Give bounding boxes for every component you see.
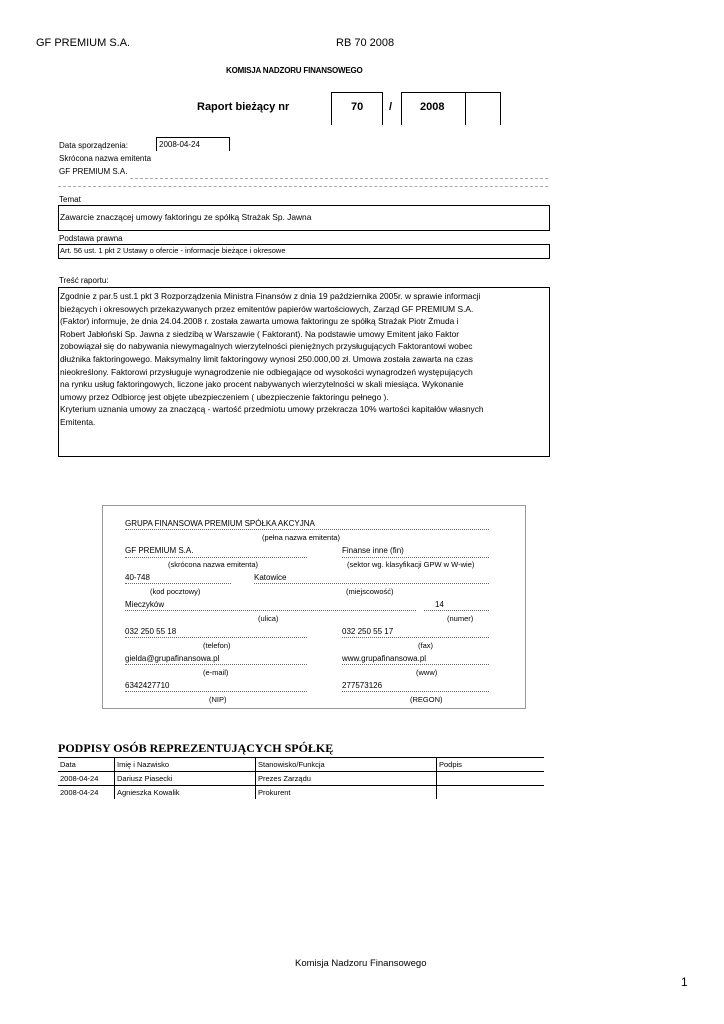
issuer-nip: 6342427710 — [125, 681, 170, 690]
issuer-phone: 032 250 55 18 — [125, 627, 177, 636]
content-line: umowy przez Odbiorcę jest objęte ubezpieczeniem ( ubezpieczenie faktoringu pełnego ). — [60, 391, 389, 402]
rule — [342, 691, 489, 692]
issuer-sector: Finanse inne (fin) — [342, 546, 404, 555]
short-name-line — [130, 178, 548, 179]
issuer-phone-caption: (telefon) — [203, 641, 231, 650]
issuer-short-name: GF PREMIUM S.A. — [125, 546, 194, 555]
report-title-label: Raport bieżący nr — [197, 101, 290, 113]
row-position: Prokurent — [256, 786, 437, 800]
row-date: 2008-04-24 — [58, 772, 115, 786]
content-body — [60, 290, 548, 429]
row-signature — [437, 786, 545, 800]
content-line: Kryterium uznania umowy za znaczącą - wartość przedmiotu umowy przekracza 10% wartości kapitałów własnych — [60, 404, 484, 415]
rule — [342, 557, 489, 558]
report-slash: / — [389, 101, 393, 113]
authority-title: KOMISJA NADZORU FINANSOWEGO — [226, 66, 363, 75]
report-number: 70 — [351, 101, 364, 113]
issuer-postal-code: 40-748 — [125, 573, 150, 582]
row-name: Dariusz Piasecki — [115, 772, 256, 786]
footer-authority: Komisja Nadzoru Finansowego — [295, 958, 427, 969]
rule — [125, 664, 307, 665]
header-company: GF PREMIUM S.A. — [36, 37, 131, 49]
col-name: Imię i Nazwisko — [115, 758, 256, 772]
legal-basis-label: Podstawa prawna — [59, 234, 123, 243]
row-date: 2008-04-24 — [58, 786, 115, 800]
content-line: dłużnika faktoringowego. Maksymalny limit faktoringowy wynosi 250.000,00 zł. Umowa została zawarta na czas — [60, 353, 473, 364]
row-position: Prezes Zarządu — [256, 772, 437, 786]
short-name-label: Skrócona nazwa emitenta — [59, 154, 152, 163]
table-header-row — [58, 758, 544, 772]
table-row — [58, 786, 544, 800]
report-extra-box — [464, 92, 501, 125]
col-position: Stanowisko/Funkcja — [256, 758, 437, 772]
issuer-city: Katowice — [254, 573, 287, 582]
page-number: 1 — [681, 975, 688, 989]
report-year: 2008 — [420, 101, 445, 113]
issuer-regon-caption: (REGON) — [410, 695, 443, 704]
issuer-www: www.grupafinansowa.pl — [342, 654, 427, 663]
issuer-street: Mieczyków — [125, 600, 165, 609]
signatures-heading: PODPISY OSÓB REPREZENTUJĄCYCH SPÓŁKĘ — [58, 741, 334, 755]
section-divider — [58, 186, 548, 187]
header-report-ref: RB 70 2008 — [336, 37, 395, 49]
content-line: Robert Jabłoński Sp. Jawna z siedzibą w Warszawie ( Faktorant). Na podstawie umowy Emitent jako Faktor — [60, 328, 460, 339]
subject-label: Temat — [59, 195, 81, 204]
issuer-short-name-caption: (skrócona nazwa emitenta) — [168, 560, 259, 569]
issuer-full-name: GRUPA FINANSOWA PREMIUM SPÓŁKA AKCYJNA — [125, 519, 315, 528]
content-label: Treść raportu: — [59, 276, 109, 285]
issuer-fax-caption: (fax) — [418, 641, 433, 650]
subject-value: Zawarcie znaczącej umowy faktoringu ze spółką Strażak Sp. Jawna — [60, 212, 312, 222]
rule — [125, 583, 231, 584]
content-line: Emitenta. — [60, 416, 96, 427]
rule — [125, 557, 307, 558]
issuer-sector-caption: (sektor wg. klasyfikacji GPW w W-wie) — [347, 560, 475, 569]
issuer-nip-caption: (NIP) — [209, 695, 227, 704]
issuer-www-caption: (www) — [416, 668, 438, 677]
signatures-table — [58, 757, 544, 799]
rule — [125, 637, 307, 638]
row-name: Agnieszka Kowalik — [115, 786, 256, 800]
content-line: zobowiązał się do nabywania niewymagalnych wierzytelności pieniężnych przysługujących Faktorantowi wobec — [60, 341, 473, 352]
issuer-email: gielda@grupafinansowa.pl — [125, 654, 220, 663]
rule — [342, 664, 489, 665]
col-signature: Podpis — [437, 758, 545, 772]
short-name-value: GF PREMIUM S.A. — [59, 167, 128, 176]
legal-basis-value: Art. 56 ust. 1 pkt 2 Ustawy o ofercie - informacje bieżące i okresowe — [60, 246, 286, 255]
col-date: Data — [58, 758, 115, 772]
date-value: 2008-04-24 — [156, 137, 230, 151]
issuer-email-caption: (e-mail) — [203, 668, 229, 677]
issuer-full-name-caption: (pełna nazwa emitenta) — [262, 533, 340, 542]
row-signature — [437, 772, 545, 786]
rule — [424, 610, 489, 611]
issuer-number-caption: (numer) — [447, 614, 474, 623]
issuer-street-caption: (ulica) — [258, 614, 279, 623]
rule — [254, 583, 489, 584]
issuer-fax: 032 250 55 17 — [342, 627, 394, 636]
rule — [342, 637, 489, 638]
table-row — [58, 772, 544, 786]
content-line: (Faktor) informuje, że dnia 24.04.2008 r. została zawarta umowa faktoringu ze spółką Strażak Piotr Żmuda i — [60, 316, 459, 327]
rule — [125, 610, 416, 611]
rule — [125, 691, 307, 692]
issuer-city-caption: (miejscowość) — [346, 587, 394, 596]
issuer-number: 14 — [435, 600, 444, 609]
content-line: bieżących i okresowych przekazywanych przez emitentów papierów wartościowych, Zarząd GF PREMIUM S.A. — [60, 303, 474, 314]
issuer-postal-caption: (kod pocztowy) — [150, 587, 201, 596]
rule — [125, 529, 489, 530]
content-line: Zgodnie z par.5 ust.1 pkt 3 Rozporządzenia Ministra Finansów z dnia 19 października 2005r. w sprawie informacji — [60, 291, 481, 301]
content-line: na rynku usług faktoringowych, liczone jako procent nabywanych wierzytelności w skali miesiąca. Wykonanie — [60, 379, 464, 390]
content-line: nieokreślony. Faktorowi przysługuje wynagrodzenie nie odbiegające od wysokości wynagrodzeń występujących — [60, 366, 473, 377]
issuer-regon: 277573126 — [342, 681, 383, 690]
date-label: Data sporządzenia: — [59, 141, 128, 150]
